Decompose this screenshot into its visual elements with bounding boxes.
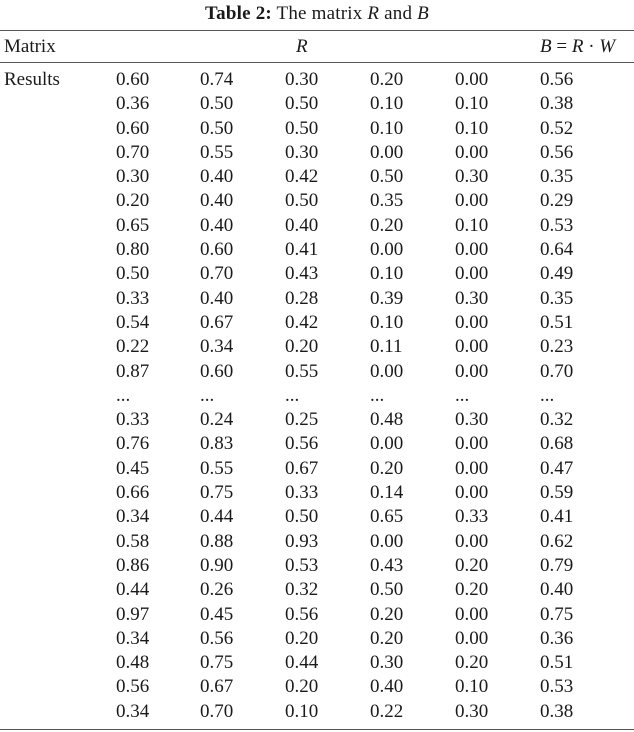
table-cell: 0.52 — [540, 117, 574, 139]
caption-var-r: R — [367, 3, 380, 24]
table-cell: 0.48 — [116, 652, 150, 674]
table-cell: 0.38 — [540, 700, 574, 722]
table-cell: 0.74 — [200, 69, 234, 90]
table-cell: 0.45 — [116, 457, 150, 479]
table-cell: 0.00 — [455, 627, 489, 649]
table-cell: 0.10 — [455, 676, 489, 698]
table-cell: 0.65 — [370, 506, 404, 528]
table-cell: 0.56 — [540, 69, 574, 90]
table-cell: 0.75 — [200, 482, 234, 504]
table-cell: 0.70 — [116, 141, 150, 163]
table-cell: 0.60 — [116, 69, 150, 90]
table-cell: 0.70 — [540, 360, 574, 382]
table-cell: 0.20 — [370, 457, 404, 479]
header-b-dot: · — [583, 36, 600, 57]
table-cell: 0.00 — [455, 311, 489, 333]
table-cell: 0.34 — [200, 336, 234, 358]
table-cell: 0.00 — [455, 360, 489, 382]
table-cell: 0.56 — [285, 433, 319, 455]
table-cell: 0.20 — [116, 190, 150, 212]
header-b-r-var: R — [571, 36, 584, 57]
table-cell: ... — [285, 384, 300, 406]
table-cell: 0.11 — [370, 336, 403, 358]
table-cell: 0.10 — [370, 263, 404, 285]
table-cell: 0.00 — [455, 69, 489, 90]
table-cell: 0.30 — [455, 409, 489, 431]
table-cell: 0.44 — [285, 652, 319, 674]
table-cell: 0.56 — [285, 603, 319, 625]
table-cell: 0.56 — [200, 627, 234, 649]
table-cell: 0.35 — [370, 190, 404, 212]
table-cell: 0.14 — [370, 482, 404, 504]
table-top-rule — [0, 30, 634, 31]
table-cell: 0.40 — [285, 214, 319, 236]
table-cell: 0.50 — [370, 579, 404, 601]
table-cell: ... — [116, 384, 131, 406]
table-cell: 0.53 — [285, 554, 319, 576]
table-cell: 0.68 — [540, 433, 574, 455]
table-cell: 0.32 — [285, 579, 319, 601]
table-cell: 0.20 — [370, 627, 404, 649]
column-header-r: R — [296, 36, 308, 57]
table-cell: 0.33 — [116, 409, 150, 431]
table-cell: 0.22 — [116, 336, 150, 358]
table-cell: 0.88 — [200, 530, 234, 552]
table-cell: 0.10 — [455, 117, 489, 139]
table-cell: 0.90 — [200, 554, 234, 576]
table-cell: 0.30 — [285, 141, 319, 163]
table-cell: 0.54 — [116, 311, 150, 333]
table-cell: 0.20 — [370, 69, 404, 90]
table-cell: 0.34 — [116, 627, 150, 649]
table-cell: 0.00 — [455, 239, 489, 261]
table-cell: 0.79 — [540, 554, 574, 576]
header-b-equals: = — [551, 36, 572, 57]
table-cell: 0.76 — [116, 433, 150, 455]
table-cell: 0.10 — [370, 311, 404, 333]
table-cell: 0.75 — [200, 652, 234, 674]
table-cell: 0.20 — [455, 652, 489, 674]
table-bottom-rule — [0, 729, 634, 730]
table-cell: 0.00 — [455, 457, 489, 479]
table-cell: 0.35 — [540, 287, 574, 309]
table-cell: 0.30 — [285, 69, 319, 90]
table-cell: 0.20 — [370, 214, 404, 236]
table-cell: 0.67 — [200, 676, 234, 698]
table-cell: 0.56 — [540, 141, 574, 163]
table-cell: 0.55 — [285, 360, 319, 382]
table-cell: 0.43 — [370, 554, 404, 576]
table-cell: 0.58 — [116, 530, 150, 552]
table-cell: 0.42 — [285, 166, 319, 188]
header-rule — [0, 62, 634, 63]
table-cell: 0.34 — [116, 700, 150, 722]
table-cell: 0.59 — [540, 482, 574, 504]
table-cell: 0.20 — [285, 627, 319, 649]
table-cell: 0.50 — [200, 93, 234, 115]
table-cell: 0.33 — [285, 482, 319, 504]
table-cell: 0.20 — [455, 579, 489, 601]
column-header-b — [540, 35, 615, 59]
table-cell: 0.20 — [455, 554, 489, 576]
caption-var-b: B — [417, 3, 429, 24]
table-cell: 0.30 — [116, 166, 150, 188]
table-cell: 0.83 — [200, 433, 234, 455]
table-cell: 0.23 — [540, 336, 574, 358]
caption-label: Table 2: — [205, 3, 272, 24]
table-cell: 0.65 — [116, 214, 150, 236]
table-caption — [0, 2, 634, 26]
table-cell: 0.10 — [370, 117, 404, 139]
table-cell: 0.32 — [540, 409, 574, 431]
table-cell: 0.00 — [455, 141, 489, 163]
table-cell: 0.50 — [285, 117, 319, 139]
table-cell: 0.51 — [540, 311, 574, 333]
table-cell: 0.87 — [116, 360, 150, 382]
table-cell: 0.56 — [116, 676, 150, 698]
table-cell: 0.10 — [285, 700, 319, 722]
table-cell: 0.50 — [285, 93, 319, 115]
table-cell: 0.00 — [370, 530, 404, 552]
table-cell: 0.00 — [455, 263, 489, 285]
table-cell: 0.67 — [285, 457, 319, 479]
table-cell: 0.00 — [370, 141, 404, 163]
table-cell: 0.50 — [370, 166, 404, 188]
table-cell: 0.51 — [540, 652, 574, 674]
table-cell: 0.22 — [370, 700, 404, 722]
caption-text: The matrix — [276, 3, 363, 24]
table-cell: 0.47 — [540, 457, 574, 479]
table-cell: 0.49 — [540, 263, 574, 285]
table-cell: 0.40 — [370, 676, 404, 698]
table-cell: 0.00 — [370, 433, 404, 455]
table-cell: 0.10 — [370, 93, 404, 115]
table-cell: 0.44 — [200, 506, 234, 528]
table-cell: 0.40 — [200, 214, 234, 236]
table-cell: 0.66 — [116, 482, 150, 504]
table-cell: 0.75 — [540, 603, 574, 625]
table-cell: 0.43 — [285, 263, 319, 285]
table-cell: 0.60 — [200, 360, 234, 382]
table-cell: 0.25 — [285, 409, 319, 431]
header-b-w-var: W — [599, 36, 616, 57]
table-cell: 0.44 — [116, 579, 150, 601]
table-cell: 0.42 — [285, 311, 319, 333]
table-cell: 0.60 — [116, 117, 150, 139]
table-cell: 0.50 — [285, 190, 319, 212]
table-cell: 0.00 — [455, 336, 489, 358]
table-cell: 0.50 — [116, 263, 150, 285]
table-cell: 0.30 — [455, 287, 489, 309]
table-cell: 0.70 — [200, 700, 234, 722]
table-cell: 0.00 — [455, 482, 489, 504]
table-cell: 0.10 — [455, 93, 489, 115]
table-cell: 0.40 — [200, 287, 234, 309]
table-cell: 0.80 — [116, 239, 150, 261]
table-cell: 0.20 — [285, 336, 319, 358]
table-cell: 0.29 — [540, 190, 574, 212]
table-cell: 0.67 — [200, 311, 234, 333]
row-label-results: Results — [4, 69, 60, 90]
table-cell: 0.00 — [455, 433, 489, 455]
table-cell: 0.70 — [200, 263, 234, 285]
table-cell: 0.30 — [370, 652, 404, 674]
table-cell: 0.45 — [200, 603, 234, 625]
table-cell: 0.00 — [370, 239, 404, 261]
table-cell: 0.41 — [285, 239, 319, 261]
table-cell: ... — [540, 384, 555, 406]
table-cell: 0.34 — [116, 506, 150, 528]
table-cell: 0.53 — [540, 676, 574, 698]
table-cell: ... — [455, 384, 470, 406]
table-cell: 0.93 — [285, 530, 319, 552]
table-cell: 0.30 — [455, 700, 489, 722]
table-cell: 0.48 — [370, 409, 404, 431]
table-cell: 0.36 — [116, 93, 150, 115]
table-cell: 0.53 — [540, 214, 574, 236]
table-cell: 0.24 — [200, 409, 234, 431]
table-cell: 0.86 — [116, 554, 150, 576]
table-cell: 0.00 — [455, 530, 489, 552]
table-cell: 0.00 — [370, 360, 404, 382]
table-cell: 0.20 — [285, 676, 319, 698]
caption-and: and — [384, 3, 413, 24]
table-cell: 0.60 — [200, 239, 234, 261]
table-cell: 0.41 — [540, 506, 574, 528]
table-cell: 0.35 — [540, 166, 574, 188]
table-cell: 0.26 — [200, 579, 234, 601]
header-b-var: B — [540, 36, 552, 57]
table-cell: 0.39 — [370, 287, 404, 309]
table-cell: 0.97 — [116, 603, 150, 625]
table-cell: 0.50 — [200, 117, 234, 139]
table-cell: ... — [370, 384, 385, 406]
table-cell: 0.00 — [455, 190, 489, 212]
table-cell: 0.00 — [455, 603, 489, 625]
column-header-matrix: Matrix — [4, 36, 56, 57]
table-cell: 0.30 — [455, 166, 489, 188]
table-cell: 0.40 — [540, 579, 574, 601]
table-cell: ... — [200, 384, 215, 406]
table-cell: 0.20 — [370, 603, 404, 625]
table-cell: 0.55 — [200, 141, 234, 163]
table-cell: 0.64 — [540, 239, 574, 261]
table-cell: 0.33 — [116, 287, 150, 309]
table-cell: 0.50 — [285, 506, 319, 528]
table-cell: 0.40 — [200, 166, 234, 188]
table-cell: 0.28 — [285, 287, 319, 309]
table-cell: 0.33 — [455, 506, 489, 528]
table-cell: 0.55 — [200, 457, 234, 479]
table-cell: 0.40 — [200, 190, 234, 212]
table-cell: 0.62 — [540, 530, 574, 552]
table-cell: 0.10 — [455, 214, 489, 236]
table-cell: 0.38 — [540, 93, 574, 115]
table-cell: 0.36 — [540, 627, 574, 649]
